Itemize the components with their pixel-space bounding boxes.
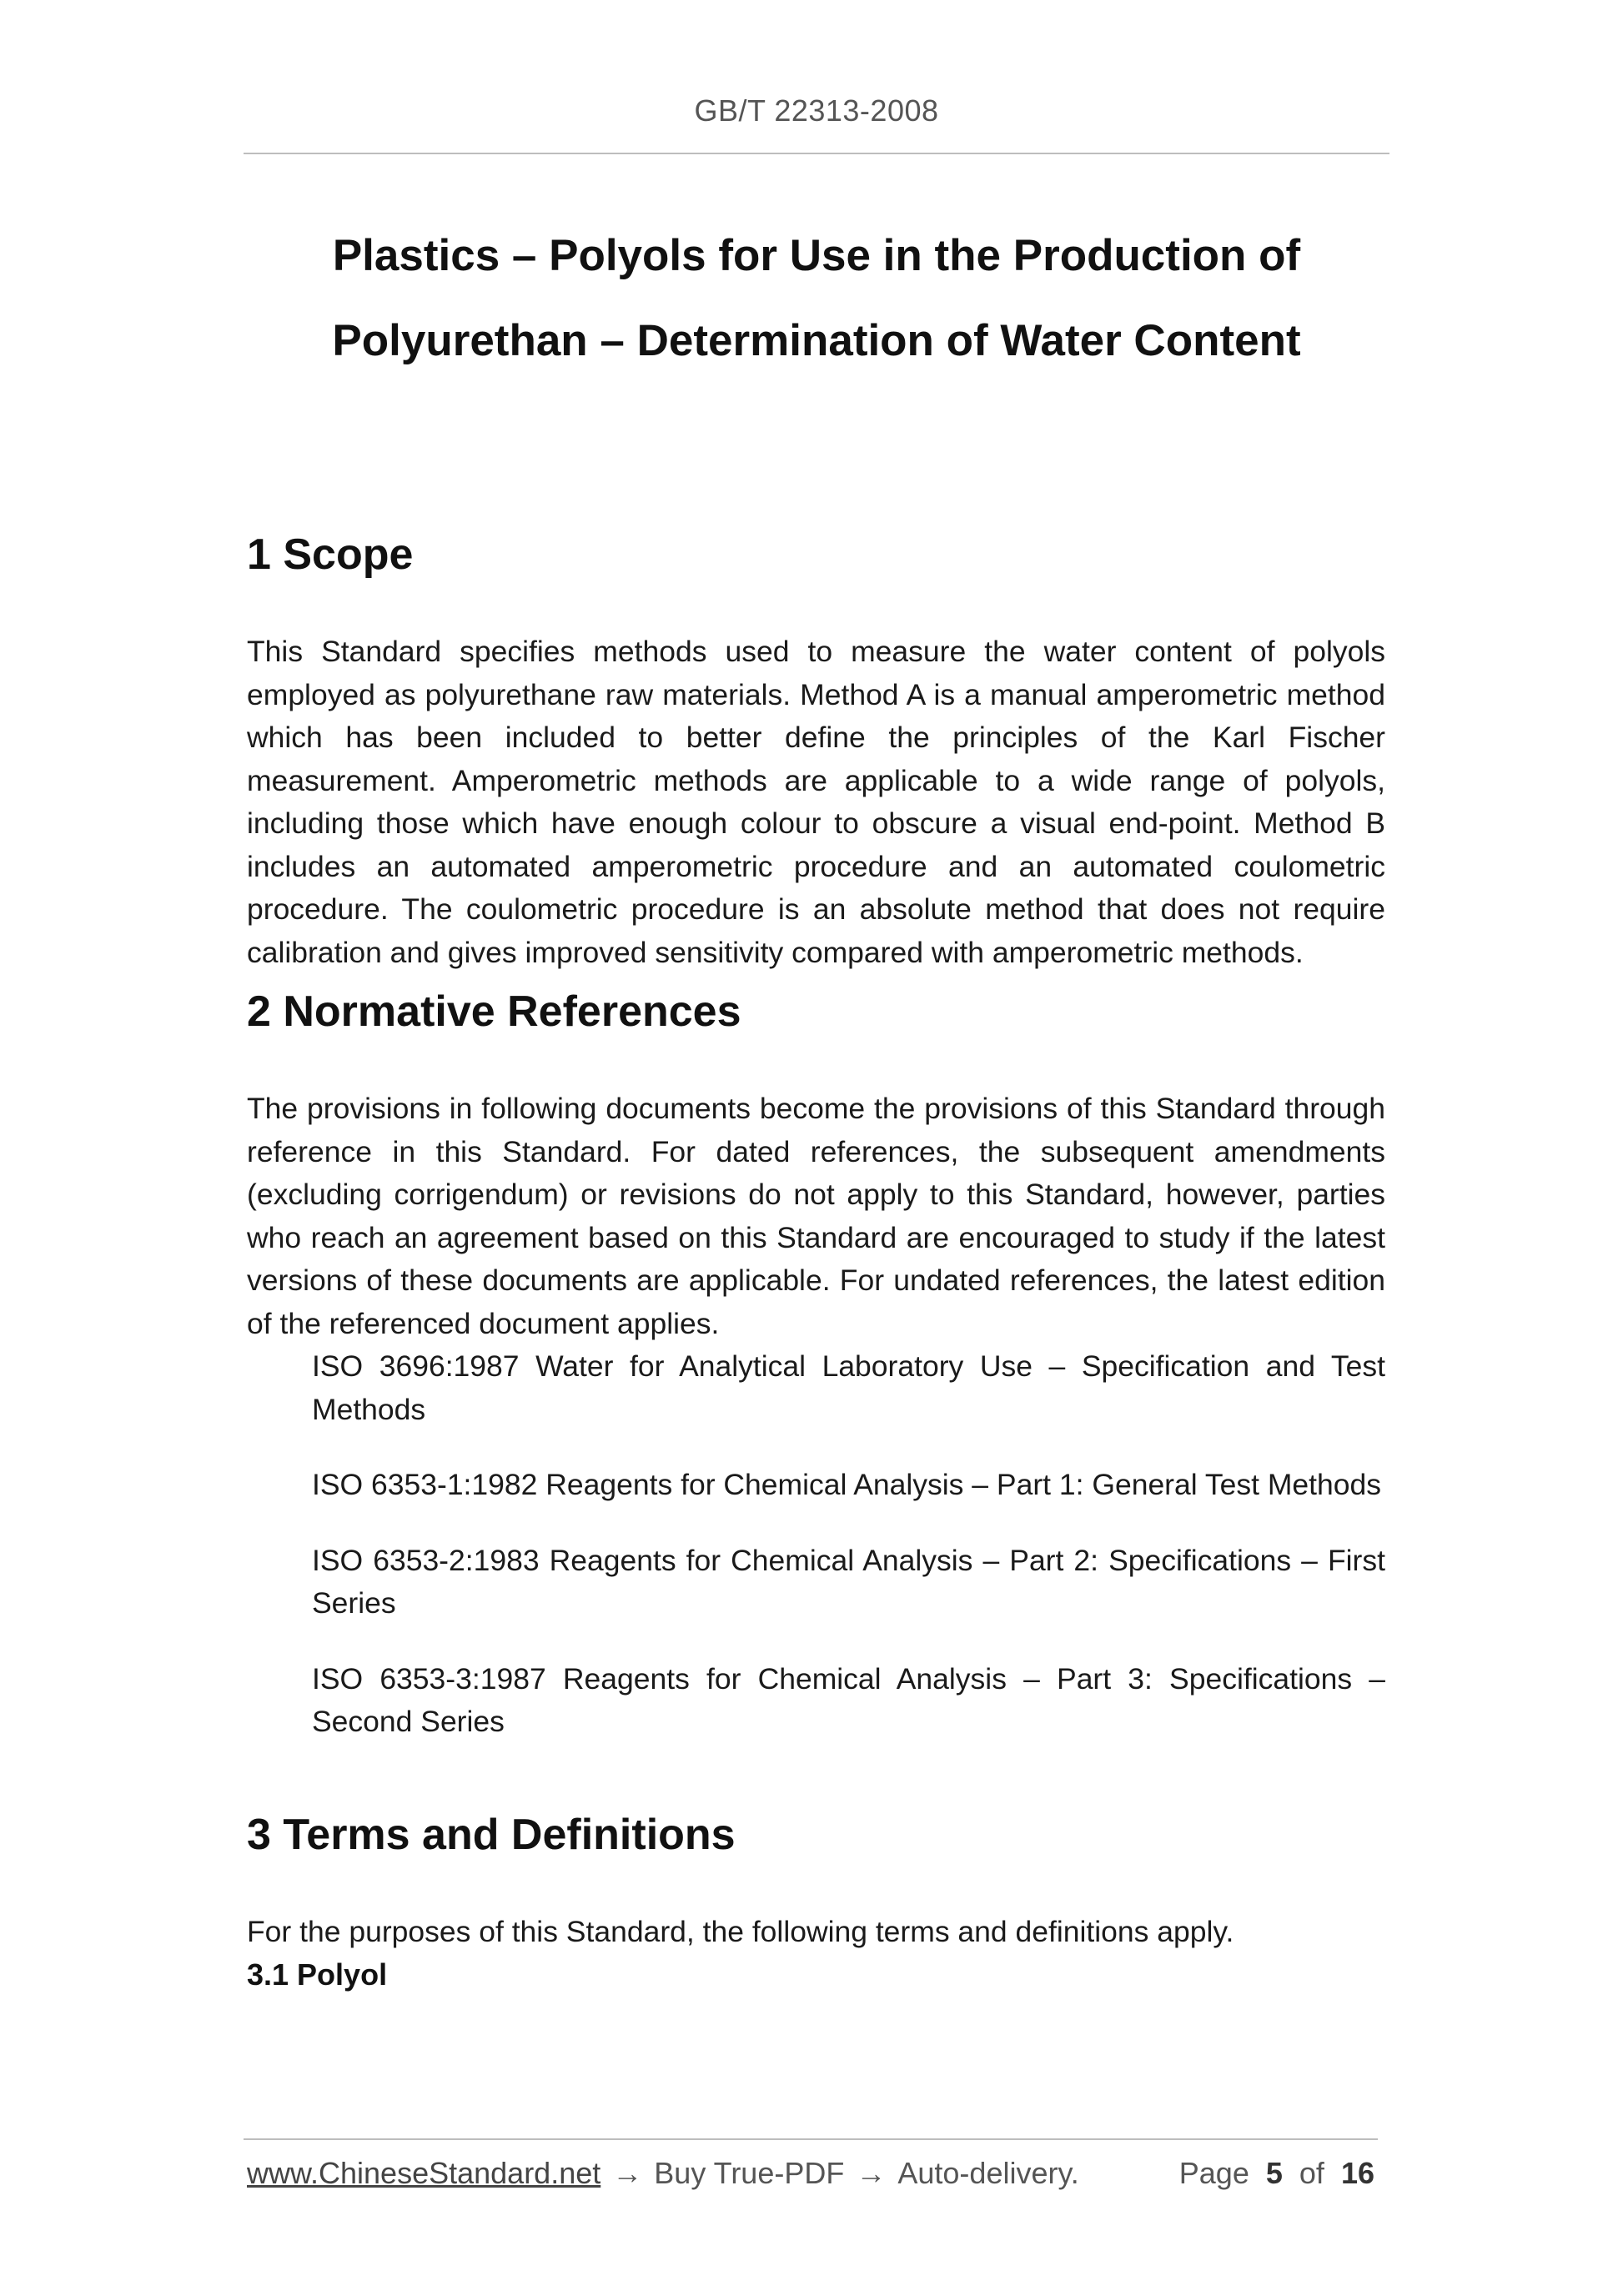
footer-promo xyxy=(247,2156,1079,2191)
page-header: GB/T 22313-2008 xyxy=(694,93,939,128)
delivery-text: Auto-delivery. xyxy=(897,2156,1079,2190)
subsection-heading-polyol: 3.1 Polyol xyxy=(247,1957,388,1992)
buy-text: Buy True-PDF xyxy=(654,2156,845,2190)
section-body-normative-references: The provisions in following documents become the provisions of this Standard through reference in this Standard. For dated references, the subsequent amendments (excluding corrigendum) or revisions do not apply to this Standard, however, parties who reach an agreement based on this Standard are encouraged to study if the latest versions of these documents are applicable. For undated references, the latest edition of the referenced document applies. xyxy=(247,1092,1385,1340)
page-total: 16 xyxy=(1340,2156,1374,2190)
page-footer xyxy=(247,2156,1374,2191)
header-divider xyxy=(244,153,1389,154)
document-title xyxy=(244,214,1389,384)
section-body-terms: For the purposes of this Standard, the following terms and definitions apply. xyxy=(247,1914,1234,1948)
reference-item: ISO 6353-3:1987 Reagents for Chemical Analysis – Part 3: Specifications – Second Series xyxy=(312,1661,1385,1738)
title-line-1: Plastics – Polyols for Use in the Production of xyxy=(332,231,1301,280)
section-heading-normative-references: 2 Normative References xyxy=(247,987,741,1036)
section-heading-scope: 1 Scope xyxy=(247,530,414,579)
page-current: 5 xyxy=(1265,2156,1283,2190)
of-label: of xyxy=(1299,2156,1324,2190)
document-body xyxy=(247,517,1385,1997)
title-line-2: Polyurethan – Determination of Water Content xyxy=(332,316,1301,365)
reference-item: ISO 6353-2:1983 Reagents for Chemical Analysis – Part 2: Specifications – First Series xyxy=(312,1543,1385,1620)
arrow-right-icon: → xyxy=(856,2156,887,2190)
page-number xyxy=(1179,2156,1374,2191)
footer-divider xyxy=(244,2138,1378,2140)
section-body-scope: This Standard specifies methods used to measure the water content of polyols employed as polyurethane raw materials. Method A is a manual amperometric method which has been included to better define the principles of the Karl Fischer measurement. Amperometric methods are applicable to a wide range of polyols, including those which have enough colour to obscure a visual end-point. Method B includes an automated amperometric procedure and an automated coulometric procedure. The coulometric procedure is an absolute method that does not require calibration and gives improved sensitivity compared with amperometric methods. xyxy=(247,635,1385,969)
website-link[interactable]: www.ChineseStandard.net xyxy=(247,2156,601,2190)
section-heading-terms: 3 Terms and Definitions xyxy=(247,1810,736,1859)
reference-item: ISO 6353-1:1982 Reagents for Chemical Analysis – Part 1: General Test Methods xyxy=(312,1468,1381,1501)
page-label: Page xyxy=(1178,2156,1249,2190)
arrow-right-icon: → xyxy=(612,2156,643,2190)
reference-list xyxy=(312,1345,1385,1744)
reference-item: ISO 3696:1987 Water for Analytical Laboratory Use – Specification and Test Methods xyxy=(312,1349,1385,1426)
